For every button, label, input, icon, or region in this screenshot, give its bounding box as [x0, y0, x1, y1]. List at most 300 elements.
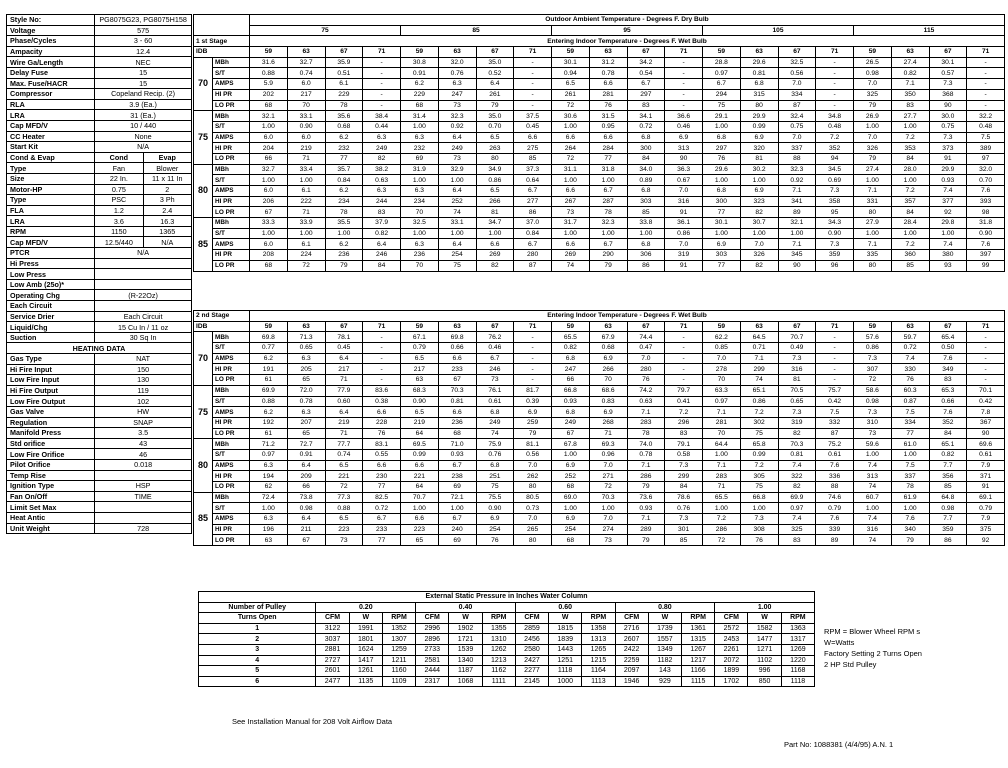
spec-value: 15 [95, 78, 192, 89]
value-cell: 6.5 [552, 79, 590, 90]
value-cell: 353 [891, 143, 929, 154]
value-cell: 60.3 [891, 385, 929, 396]
value-cell: 359 [929, 524, 967, 535]
value-cell: 6.6 [438, 353, 476, 364]
value-cell: 7.0 [703, 353, 741, 364]
value-cell: 75.7 [816, 385, 854, 396]
value-cell: 6.0 [250, 132, 288, 143]
esp-value: 2996 [416, 623, 449, 634]
value-cell: 336 [816, 471, 854, 482]
esp-value: 2896 [416, 634, 449, 645]
data-row [194, 417, 1005, 428]
esp-value: 2261 [715, 644, 748, 655]
value-cell: 65 [401, 535, 439, 546]
spec-label: LRA [7, 216, 95, 227]
value-cell: 72.0 [287, 385, 325, 396]
spec-row [7, 142, 192, 153]
metric-label: HI PR [213, 250, 250, 261]
value-cell: 36.1 [665, 218, 703, 229]
wetbulb-temp: 71 [363, 321, 401, 332]
spec-value: 3.5 [95, 428, 192, 439]
spec-row [7, 205, 192, 216]
value-cell: 82 [363, 153, 401, 164]
value-cell: 32.3 [438, 111, 476, 122]
spec-row [7, 311, 192, 322]
value-cell: 81 [740, 153, 778, 164]
wetbulb-title-row [194, 311, 1005, 322]
value-cell: 37.5 [514, 111, 552, 122]
spec-row [7, 470, 192, 481]
value-cell: - [665, 375, 703, 386]
esp-value: 2259 [615, 655, 648, 666]
metric-label: S/T [213, 503, 250, 514]
metric-label: HI PR [213, 471, 250, 482]
value-cell: 33.1 [438, 218, 476, 229]
esp-subheader: CFM [316, 613, 349, 624]
value-cell: 1.00 [740, 228, 778, 239]
value-cell: - [967, 375, 1005, 386]
value-cell: 83 [778, 535, 816, 546]
value-cell: 6.8 [703, 186, 741, 197]
metric-label: S/T [213, 175, 250, 186]
value-cell: 84 [891, 207, 929, 218]
value-cell: 83.1 [363, 439, 401, 450]
spec-row [7, 481, 192, 492]
data-row [194, 153, 1005, 164]
spec-label: Suction [7, 332, 95, 343]
spec-label: Ignition Type [7, 481, 95, 492]
value-cell: 0.45 [325, 343, 363, 354]
value-cell: 306 [627, 250, 665, 261]
value-cell: 76 [891, 375, 929, 386]
value-cell: 68 [250, 260, 288, 271]
esp-pressure: 0.20 [316, 602, 416, 613]
value-cell: 91 [967, 482, 1005, 493]
value-cell: 31.7 [552, 218, 590, 229]
value-cell: 217 [287, 89, 325, 100]
value-cell: 70 [703, 375, 741, 386]
value-cell: 217 [401, 364, 439, 375]
value-cell: 0.83 [589, 396, 627, 407]
value-cell: 7.2 [891, 132, 929, 143]
spec-value: 43 [95, 438, 192, 449]
value-cell: 6.3 [250, 514, 288, 525]
value-cell: 32.7 [250, 164, 288, 175]
spec-value-cond: PSC [95, 195, 143, 206]
spec-label: Liquid/Chg [7, 322, 95, 333]
metric-label: MBh [213, 332, 250, 343]
value-cell: 79 [514, 428, 552, 439]
value-cell: 1.00 [740, 175, 778, 186]
spec-value: None [95, 131, 192, 142]
esp-subheader: W [648, 613, 681, 624]
value-cell: 69.6 [967, 439, 1005, 450]
wetbulb-temp: 63 [891, 321, 929, 332]
spec-row [7, 46, 192, 57]
value-cell: 307 [854, 364, 892, 375]
value-cell: 1.00 [438, 175, 476, 186]
value-cell: 264 [552, 143, 590, 154]
value-cell: 0.74 [287, 68, 325, 79]
value-cell: 7.6 [891, 514, 929, 525]
value-cell: 0.91 [401, 68, 439, 79]
spec-value-cond: 12.5/440 [95, 237, 143, 248]
spec-row [7, 216, 192, 227]
value-cell: 66 [250, 153, 288, 164]
value-cell: 334 [778, 89, 816, 100]
esp-value: 2427 [515, 655, 548, 666]
value-cell: 313 [665, 143, 703, 154]
value-cell: - [967, 79, 1005, 90]
spec-row [7, 396, 192, 407]
value-cell: - [665, 364, 703, 375]
value-cell: 0.92 [778, 175, 816, 186]
value-cell: 266 [589, 364, 627, 375]
value-cell: 7.3 [929, 132, 967, 143]
value-cell: 68.6 [589, 385, 627, 396]
value-cell: 1.00 [476, 228, 514, 239]
value-cell: 34.7 [476, 218, 514, 229]
value-cell: 6.2 [250, 407, 288, 418]
value-cell: 67 [250, 207, 288, 218]
spec-value: 3 - 60 [95, 36, 192, 47]
value-cell: 6.4 [438, 239, 476, 250]
value-cell: 1.00 [401, 228, 439, 239]
value-cell: 82 [740, 260, 778, 271]
value-cell: 266 [476, 196, 514, 207]
value-cell: 1.00 [552, 503, 590, 514]
value-cell: 30.1 [552, 57, 590, 68]
value-cell: 61.9 [891, 492, 929, 503]
value-cell: 0.81 [778, 449, 816, 460]
esp-subheader: CFM [715, 613, 748, 624]
value-cell: 352 [929, 417, 967, 428]
wetbulb-temp: 63 [438, 321, 476, 332]
value-cell: 393 [967, 196, 1005, 207]
value-cell: 70.7 [401, 492, 439, 503]
esp-subheader: RPM [682, 613, 715, 624]
value-cell: 79 [325, 260, 363, 271]
value-cell: 6.3 [363, 132, 401, 143]
value-cell: 77 [703, 260, 741, 271]
spec-value-cond: 1150 [95, 226, 143, 237]
value-cell: 263 [476, 143, 514, 154]
value-cell: 78.1 [325, 332, 363, 343]
corner-cell [194, 25, 250, 36]
value-cell: 6.5 [325, 514, 363, 525]
value-cell: - [514, 89, 552, 100]
value-cell: 7.4 [929, 239, 967, 250]
esp-value: 1801 [349, 634, 382, 645]
spec-value: Copeland Recip. (2) [95, 89, 192, 100]
spec-label: Low Fire Input [7, 375, 95, 386]
value-cell: 89 [816, 535, 854, 546]
value-cell: 74 [438, 207, 476, 218]
value-cell: 6.4 [438, 186, 476, 197]
esp-value: 850 [748, 676, 781, 687]
value-cell: 68 [250, 100, 288, 111]
value-cell: - [514, 364, 552, 375]
value-cell: 6.7 [703, 79, 741, 90]
value-cell: 6.4 [476, 79, 514, 90]
value-cell: 70.5 [778, 385, 816, 396]
esp-value: 1349 [648, 644, 681, 655]
wetbulb-temp: 71 [967, 47, 1005, 58]
spec-label: FLA [7, 205, 95, 216]
value-cell: 316 [778, 364, 816, 375]
value-cell: 7.0 [665, 239, 703, 250]
esp-value: 1251 [549, 655, 582, 666]
value-cell: 32.5 [778, 57, 816, 68]
value-cell: 61 [250, 375, 288, 386]
value-cell: 68 [552, 482, 590, 493]
value-cell: 228 [363, 417, 401, 428]
value-cell: 1.00 [778, 228, 816, 239]
heating-data-title: HEATING DATA [7, 343, 192, 354]
metric-label: LO PR [213, 100, 250, 111]
data-row [194, 524, 1005, 535]
value-cell: 6.7 [438, 460, 476, 471]
value-cell: 6.8 [552, 353, 590, 364]
indoor-dry-bulb: 75 [194, 385, 213, 438]
metric-label: HI PR [213, 524, 250, 535]
data-row [194, 439, 1005, 450]
value-cell: 1.00 [250, 121, 288, 132]
spec-row [7, 78, 192, 89]
value-cell: 0.42 [816, 396, 854, 407]
data-row [194, 407, 1005, 418]
value-cell: - [363, 57, 401, 68]
spec-label: Cond & Evap [7, 152, 95, 163]
value-cell: 7.2 [665, 407, 703, 418]
data-row [194, 100, 1005, 111]
value-cell: 89 [778, 207, 816, 218]
value-cell: 326 [854, 143, 892, 154]
metric-label: MBh [213, 492, 250, 503]
value-cell: 322 [778, 471, 816, 482]
value-cell: 290 [589, 250, 627, 261]
value-cell: 75 [703, 100, 741, 111]
metric-label: LO PR [213, 535, 250, 546]
value-cell: 334 [891, 417, 929, 428]
value-cell: 7.3 [816, 186, 854, 197]
spec-label: Max. Fuse/HACR [7, 78, 95, 89]
value-cell: 29.9 [929, 164, 967, 175]
value-cell: 65 [287, 375, 325, 386]
value-cell: 0.82 [929, 449, 967, 460]
data-row [194, 250, 1005, 261]
performance-data-sheet [2, 0, 1006, 768]
turns-open: 1 [199, 623, 316, 634]
stage-label: 1 st Stage [194, 36, 250, 47]
value-cell: 7.6 [816, 460, 854, 471]
wetbulb-title: Entering Indoor Temperature - Degrees F. Wet Bulb [250, 36, 1005, 47]
metric-label: AMPS [213, 186, 250, 197]
spec-value: 31 (Ea.) [95, 110, 192, 121]
value-cell: 219 [287, 143, 325, 154]
esp-value: 1111 [482, 676, 515, 687]
value-cell: 27.7 [891, 111, 929, 122]
value-cell: - [363, 89, 401, 100]
value-cell: 0.79 [967, 503, 1005, 514]
spec-label: Std orifice [7, 438, 95, 449]
indoor-dry-bulb: 70 [194, 332, 213, 385]
value-cell: 7.1 [891, 79, 929, 90]
spec-value: HW [95, 406, 192, 417]
data-row [194, 343, 1005, 354]
spec-label: Style No: [7, 15, 95, 26]
esp-row [199, 623, 815, 634]
esp-value: 1135 [349, 676, 382, 687]
value-cell: 81 [778, 375, 816, 386]
spec-row [7, 25, 192, 36]
value-cell: 7.0 [514, 514, 552, 525]
value-cell: 69.8 [438, 332, 476, 343]
metric-label: LO PR [213, 428, 250, 439]
value-cell: 6.7 [514, 239, 552, 250]
value-cell: 254 [552, 524, 590, 535]
value-cell: 268 [589, 417, 627, 428]
esp-value: 1187 [449, 666, 482, 677]
value-cell: 6.9 [476, 514, 514, 525]
value-cell: 6.8 [627, 186, 665, 197]
metric-label: MBh [213, 439, 250, 450]
value-cell: 80.5 [514, 492, 552, 503]
value-cell: 377 [929, 196, 967, 207]
spec-value: NAT [95, 354, 192, 365]
value-cell: 0.63 [363, 175, 401, 186]
value-cell: 240 [438, 524, 476, 535]
value-cell: 0.48 [816, 121, 854, 132]
esp-value: 2581 [416, 655, 449, 666]
value-cell: 61.0 [891, 439, 929, 450]
metric-label: HI PR [213, 417, 250, 428]
value-cell: 67 [287, 535, 325, 546]
value-cell: 319 [778, 417, 816, 428]
value-cell: 32.4 [778, 111, 816, 122]
value-cell: - [967, 332, 1005, 343]
value-cell: 0.98 [287, 503, 325, 514]
data-row [194, 260, 1005, 271]
value-cell: 6.6 [476, 239, 514, 250]
spec-label: Type [7, 195, 95, 206]
metric-label: AMPS [213, 353, 250, 364]
value-cell: 0.55 [363, 449, 401, 460]
turns-open: 3 [199, 644, 316, 655]
value-cell: 1.00 [703, 175, 741, 186]
esp-title-row [199, 592, 815, 603]
value-cell: 80 [476, 153, 514, 164]
metric-label: HI PR [213, 196, 250, 207]
wetbulb-temp: 63 [287, 321, 325, 332]
spec-label: Service Drier [7, 311, 95, 322]
indoor-dry-bulb: 85 [194, 218, 213, 271]
spec-value: N/A [95, 248, 192, 259]
spec-label: RPM [7, 226, 95, 237]
spec-row [7, 57, 192, 68]
value-cell: 6.5 [476, 132, 514, 143]
value-cell: 68 [401, 100, 439, 111]
esp-subheader: RPM [482, 613, 515, 624]
value-cell: 207 [287, 417, 325, 428]
value-cell: 6.5 [401, 407, 439, 418]
value-cell: 0.44 [363, 121, 401, 132]
value-cell: 350 [891, 89, 929, 100]
value-cell: 97 [967, 153, 1005, 164]
esp-pressure: 1.00 [715, 602, 815, 613]
value-cell: 335 [854, 250, 892, 261]
value-cell: 73 [476, 375, 514, 386]
value-cell: - [967, 68, 1005, 79]
value-cell: 371 [967, 471, 1005, 482]
value-cell: 0.81 [740, 68, 778, 79]
esp-pressure-row [199, 602, 815, 613]
value-cell: 0.72 [363, 503, 401, 514]
value-cell: 7.4 [854, 514, 892, 525]
data-row [194, 492, 1005, 503]
wetbulb-temp: 59 [854, 321, 892, 332]
value-cell: 63 [250, 535, 288, 546]
wetbulb-temp: 71 [665, 321, 703, 332]
data-row [194, 57, 1005, 68]
value-cell: 259 [514, 417, 552, 428]
value-cell: 0.78 [589, 68, 627, 79]
ambient-temp: 85 [401, 25, 552, 36]
value-cell: 233 [363, 524, 401, 535]
esp-value: 1624 [349, 644, 382, 655]
esp-value: 1313 [582, 634, 615, 645]
spec-section-row [7, 343, 192, 354]
value-cell: 73.8 [287, 492, 325, 503]
spec-label: Unit Weight [7, 523, 95, 534]
corner-cell [194, 15, 250, 26]
value-cell: - [665, 57, 703, 68]
wetbulb-title: Entering Indoor Temperature - Degrees F. Wet Bulb [250, 311, 1005, 322]
value-cell: 0.99 [740, 121, 778, 132]
value-cell: 80 [514, 535, 552, 546]
value-cell: 0.47 [627, 343, 665, 354]
spec-row [7, 512, 192, 523]
value-cell: 0.81 [438, 396, 476, 407]
value-cell: 31.5 [589, 111, 627, 122]
value-cell: 73 [325, 535, 363, 546]
value-cell: 6.0 [250, 239, 288, 250]
value-cell: 6.7 [363, 514, 401, 525]
spec-value: TIME [95, 491, 192, 502]
esp-value: 3037 [316, 634, 349, 645]
value-cell: 29.6 [703, 164, 741, 175]
esp-sub-row [199, 613, 815, 624]
wetbulb-temp: 71 [363, 47, 401, 58]
value-cell: 305 [740, 471, 778, 482]
value-cell: 234 [325, 196, 363, 207]
value-cell: 367 [967, 417, 1005, 428]
value-cell: 0.98 [854, 396, 892, 407]
spec-label: PTCR [7, 248, 95, 259]
value-cell: 36.3 [665, 164, 703, 175]
value-cell: 274 [589, 524, 627, 535]
value-cell: 1.00 [854, 121, 892, 132]
esp-title: External Static Pressure in Inches Water Column [199, 592, 815, 603]
indoor-dry-bulb: 70 [194, 57, 213, 110]
value-cell: 6.0 [287, 79, 325, 90]
esp-value: 1217 [682, 655, 715, 666]
esp-value: 1118 [781, 676, 814, 687]
value-cell: 325 [778, 524, 816, 535]
value-cell: 84 [891, 153, 929, 164]
spec-value-evap: Evap [143, 152, 191, 163]
spec-value: 0.018 [95, 459, 192, 470]
